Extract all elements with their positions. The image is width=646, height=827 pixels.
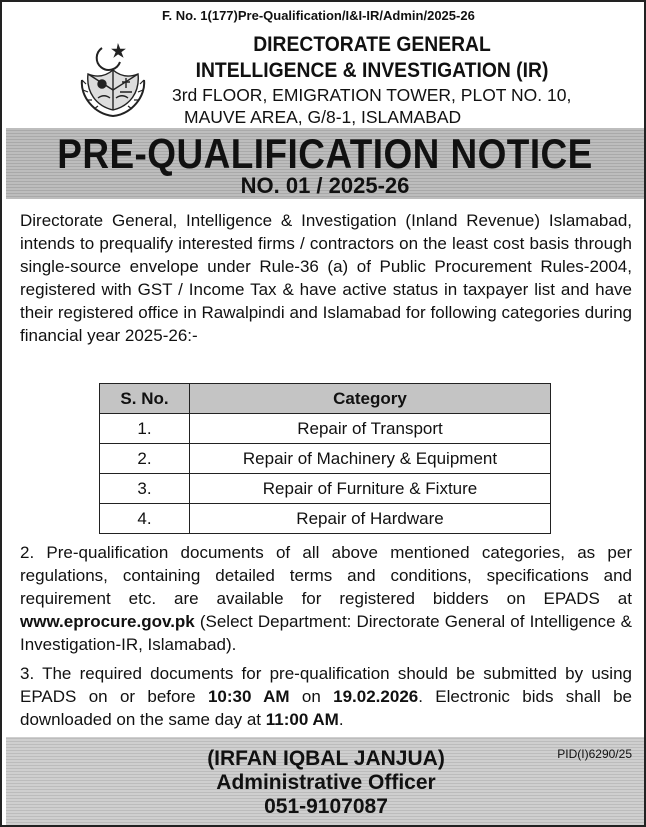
government-emblem-icon xyxy=(76,40,150,118)
cell-category: Repair of Transport xyxy=(190,414,551,444)
cell-category: Repair of Hardware xyxy=(190,504,551,534)
org-line2: INTELLIGENCE & INVESTIGATION (IR) xyxy=(195,59,549,82)
header-block xyxy=(162,32,582,128)
signature-block xyxy=(166,747,486,819)
paragraph-1: Directorate General, Intelligence & Investigation (Inland Revenue) Islamabad, intends to prequalify interested firms / contractors on the least cost basis through single-source envelope under Rule-36 (a) of Public Procurement Rules-2004, registered with GST / Income Tax & have active status in taxpayer list and have their registered office in Rawalpindi and Islamabad for following categories during financial year 2025-26:- xyxy=(20,211,632,345)
paragraph-3-end: . xyxy=(338,710,344,729)
signature-footer xyxy=(6,737,644,825)
notice-number: NO. 01 / 2025-26 xyxy=(240,173,410,198)
col-header-category: Category xyxy=(190,384,551,414)
cell-sno: 1. xyxy=(100,414,190,444)
category-table xyxy=(99,383,551,534)
col-header-sno: S. No. xyxy=(100,384,190,414)
cell-category: Repair of Machinery & Equipment xyxy=(190,444,551,474)
paragraph-2-text: 2. Pre-qualification documents of all above mentioned categories, as per regulations, containing detailed terms and conditions, specifications and requirement etc. are available for registered bidders on EPADS at xyxy=(20,543,632,608)
paragraph-2 xyxy=(20,541,632,656)
table-row xyxy=(100,414,551,444)
table-row xyxy=(100,474,551,504)
cell-category: Repair of Furniture & Fixture xyxy=(190,474,551,504)
notice-title: PRE-QUALIFICATION NOTICE xyxy=(57,130,593,177)
officer-designation: Administrative Officer xyxy=(216,771,436,794)
file-number: F. No. 1(177)Pre-Qualification/I&I-IR/Admin/2025-26 xyxy=(162,8,475,23)
table-row xyxy=(100,504,551,534)
paragraph-3-on: on xyxy=(289,687,334,706)
notice-banner xyxy=(6,128,644,199)
officer-name: (IRFAN IQBAL JANJUA) xyxy=(207,747,445,770)
address-line2: MAUVE AREA, G/8-1, ISLAMABAD xyxy=(184,107,462,127)
submission-date: 19.02.2026 xyxy=(333,687,419,706)
table-row xyxy=(100,444,551,474)
download-time: 11:00 AM xyxy=(265,710,339,729)
paragraph-3-text-mid: . Electronic bids shall be downloaded on the same day at xyxy=(20,687,632,729)
paragraph-3-text: 3. The required documents for pre-qualification should be submitted by using EPADS on or before xyxy=(20,664,632,706)
paragraph-3 xyxy=(20,662,632,731)
cell-sno: 2. xyxy=(100,444,190,474)
officer-phone: 051-9107087 xyxy=(264,795,388,818)
paragraph-2-text-end: (Select Department: Directorate General of Intelligence & Investigation-IR, Islamabad). xyxy=(20,612,632,654)
cell-sno: 4. xyxy=(100,504,190,534)
table-header-row xyxy=(100,384,551,414)
address-line1: 3rd FLOOR, EMIGRATION TOWER, PLOT NO. 10, xyxy=(172,85,572,105)
submission-time: 10:30 AM xyxy=(207,687,290,706)
website-link[interactable]: www.eprocure.gov.pk xyxy=(20,612,195,631)
pid-number: PID(I)6290/25 xyxy=(557,747,632,761)
org-line1: DIRECTORATE GENERAL xyxy=(253,33,491,56)
cell-sno: 3. xyxy=(100,474,190,504)
